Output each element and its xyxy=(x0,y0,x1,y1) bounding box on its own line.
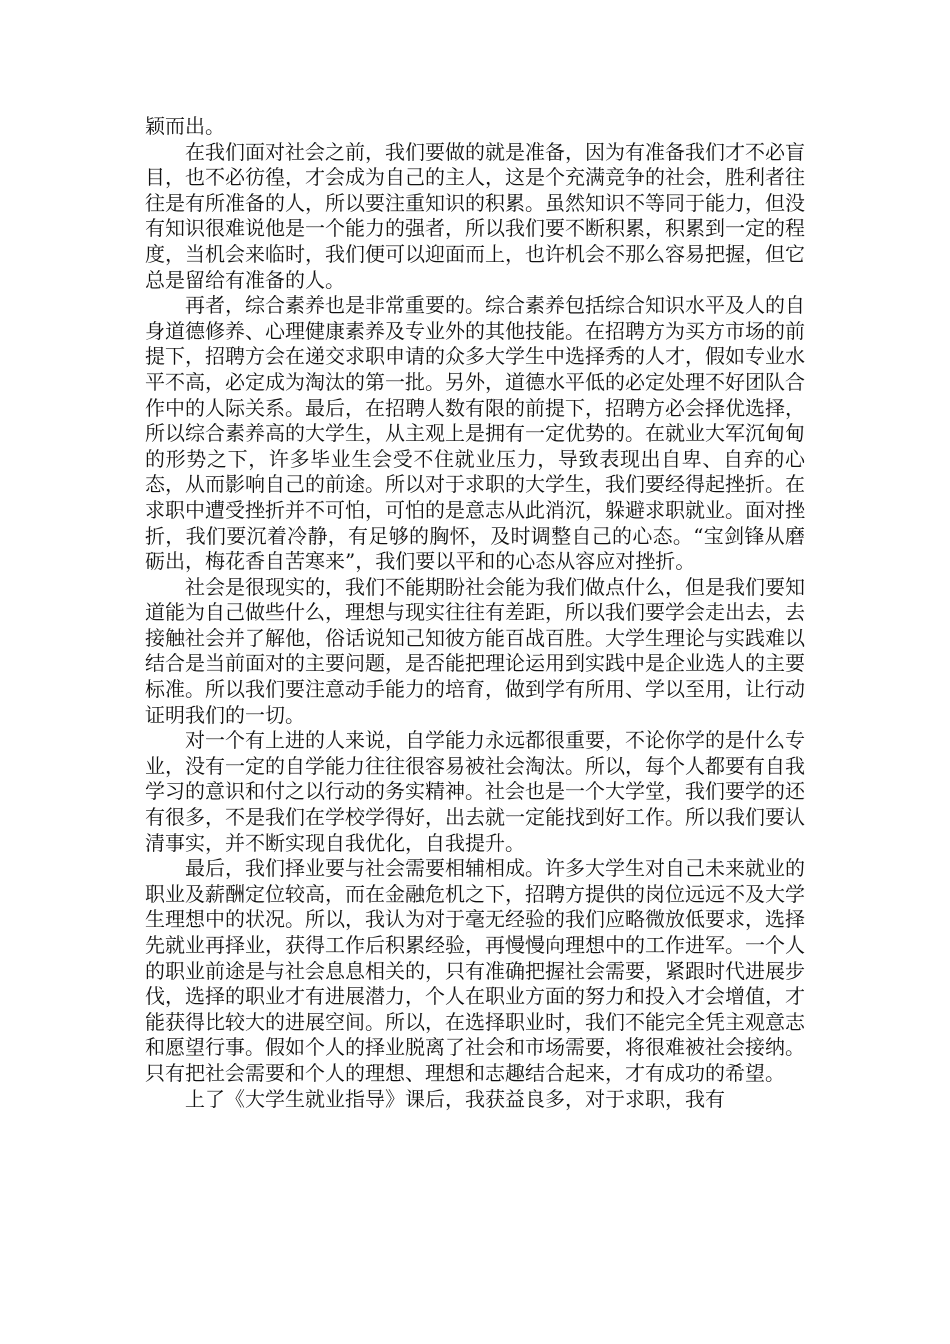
paragraph-5: 对一个有上进的人来说，自学能力永远都很重要，不论你学的是什么专业，没有一定的自学能力往往很容易被社会淘汰。所以，每个人都要有自我学习的意识和付之以行动的务实精神。社会也是一个大学堂，我们要学的还有很多，不是我们在学校学得好，出去就一定能找到好工作。所以我们要认清事实，并不断实现自我优化，自我提升。 xyxy=(145,728,805,855)
paragraph-1: 颖而出。 xyxy=(145,114,225,138)
document-page xyxy=(145,114,805,1112)
paragraph-7: 上了《大学生就业指导》课后，我获益良多，对于求职，我有 xyxy=(185,1086,725,1111)
paragraph-3: 再者，综合素养也是非常重要的。综合素养包括综合知识水平及人的自身道德修养、心理健康素养及专业外的其他技能。在招聘方为买方市场的前提下，招聘方会在递交求职申请的众多大学生中选择秀的人才，假如专业水平不高，必定成为淘汰的第一批。另外，道德水平低的必定处理不好团队合作中的人际关系。最后，在招聘人数有限的前提下，招聘方必会择优选择，所以综合素养高的大学生，从主观上是拥有一定优势的。在就业大军沉甸甸的形势之下，许多毕业生会受不住就业压力，导致表现出自卑、自弃的心态，从而影响自己的前途。所以对于求职的大学生，我们要经得起挫折。在求职中遭受挫折并不可怕，可怕的是意志从此消沉，躲避求职就业。面对挫折，我们要沉着冷静，有足够的胸怀，及时调整自己的心态。“宝剑锋从磨砺出，梅花香自苦寒来”，我们要以平和的心态从容应对挫折。 xyxy=(145,293,805,574)
paragraph-2: 在我们面对社会之前，我们要做的就是准备，因为有准备我们才不必盲目，也不必彷徨，才会成为自己的主人，这是个充满竞争的社会，胜利者往往是有所准备的人，所以要注重知识的积累。虽然知识不等同于能力，但没有知识很难说他是一个能力的强者，所以我们要不断积累，积累到一定的程度，当机会来临时，我们便可以迎面而上，也许机会不那么容易把握，但它总是留给有准备的人。 xyxy=(145,139,805,292)
paragraph-6: 最后，我们择业要与社会需要相辅相成。许多大学生对自己未来就业的职业及薪酬定位较高，而在金融危机之下，招聘方提供的岗位远远不及大学生理想中的状况。所以，我认为对于毫无经验的我们应略微放低要求，选择先就业再择业，获得工作后积累经验，再慢慢向理想中的工作进军。一个人的职业前途是与社会息息相关的，只有准确把握社会需要，紧跟时代进展步伐，选择的职业才有进展潜力，个人在职业方面的努力和投入才会增值，才能获得比较大的进展空间。所以，在选择职业时，我们不能完全凭主观意志和愿望行事。假如个人的择业脱离了社会和市场需要，将很难被社会接纳。只有把社会需要和个人的理想、理想和志趣结合起来，才有成功的希望。 xyxy=(145,856,805,1085)
paragraph-4: 社会是很现实的，我们不能期盼社会能为我们做点什么，但是我们要知道能为自己做些什么，理想与现实往往有差距，所以我们要学会走出去，去接触社会并了解他，俗话说知己知彼方能百战百胜。大学生理论与实践难以结合是当前面对的主要问题，是否能把理论运用到实践中是企业选人的主要标准。所以我们要注意动手能力的培育，做到学有所用、学以至用，让行动证明我们的一切。 xyxy=(145,574,805,727)
